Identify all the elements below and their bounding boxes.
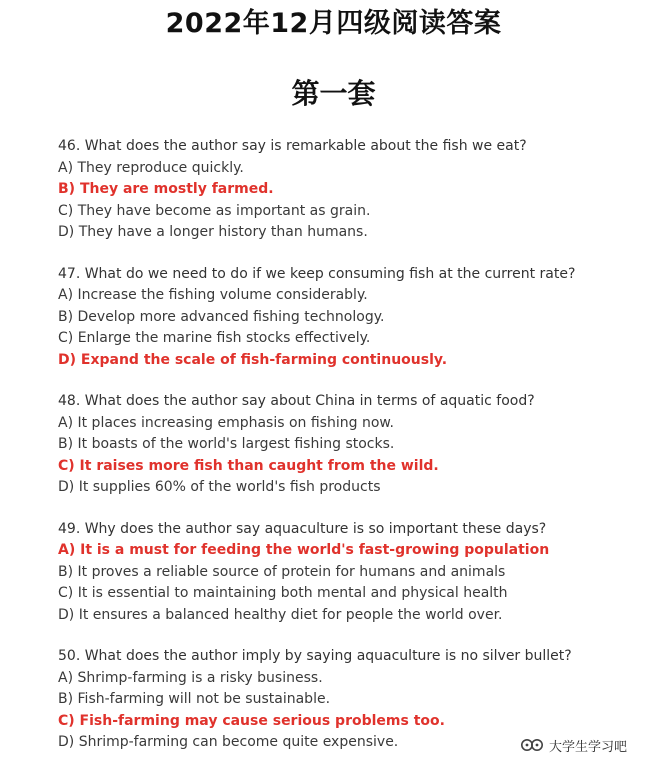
- question-48: [58, 391, 658, 499]
- page-title: 2022年12月四级阅读答案: [165, 8, 502, 39]
- option-a: A) Increase the fishing volume considerably.: [58, 287, 368, 303]
- question-47: [58, 264, 658, 372]
- option-c: C) Enlarge the marine fish stocks effectively.: [58, 330, 371, 346]
- watermark-text: 大学生学习吧: [549, 739, 628, 755]
- question-46: [58, 136, 658, 244]
- question-text: 47. What do we need to do if we keep consuming fish at the current rate?: [58, 265, 576, 282]
- option-b: B) It proves a reliable source of protein for humans and animals: [58, 563, 506, 580]
- option-d: D) It ensures a balanced healthy diet for people the world over.: [58, 606, 503, 623]
- option-d-correct-answer: D) Expand the scale of fish-farming continuously.: [58, 351, 448, 368]
- option-d: D) They have a longer history than humans.: [58, 224, 368, 240]
- option-b: B) Fish-farming will not be sustainable.: [58, 691, 331, 707]
- option-c: C) They have become as important as grain.: [58, 202, 371, 219]
- question-49: [58, 519, 658, 627]
- set-heading: 第一套: [291, 77, 376, 110]
- question-list: [58, 136, 658, 774]
- option-b-correct-answer: B) They are mostly farmed.: [58, 181, 274, 197]
- option-c-correct-answer: C) Fish-farming may cause serious problems too.: [58, 712, 445, 729]
- option-a: A) It places increasing emphasis on fishing now.: [58, 414, 395, 431]
- option-c-correct-answer: C) It raises more fish than caught from the wild.: [58, 457, 439, 474]
- option-a: A) Shrimp-farming is a risky business.: [58, 669, 323, 686]
- option-d: D) Shrimp-farming can become quite expensive.: [58, 734, 399, 750]
- option-d: D) It supplies 60% of the world's fish products: [58, 479, 381, 495]
- option-b: B) Develop more advanced fishing technology.: [58, 308, 385, 325]
- option-b: B) It boasts of the world's largest fishing stocks.: [58, 436, 395, 452]
- option-c: C) It is essential to maintaining both mental and physical health: [58, 585, 508, 601]
- question-text: 49. Why does the author say aquaculture is so important these days?: [58, 520, 547, 537]
- question-text: 50. What does the author imply by saying aquaculture is no silver bullet?: [58, 648, 572, 664]
- question-text: 48. What does the author say about China in terms of aquatic food?: [58, 393, 535, 409]
- option-a-correct-answer: A) It is a must for feeding the world's fast-growing population: [58, 542, 550, 558]
- question-text: 46. What does the author say is remarkable about the fish we eat?: [58, 138, 527, 154]
- option-a: A) They reproduce quickly.: [58, 159, 244, 176]
- account-watermark: [520, 735, 627, 755]
- wechat-channel-icon: [520, 735, 544, 755]
